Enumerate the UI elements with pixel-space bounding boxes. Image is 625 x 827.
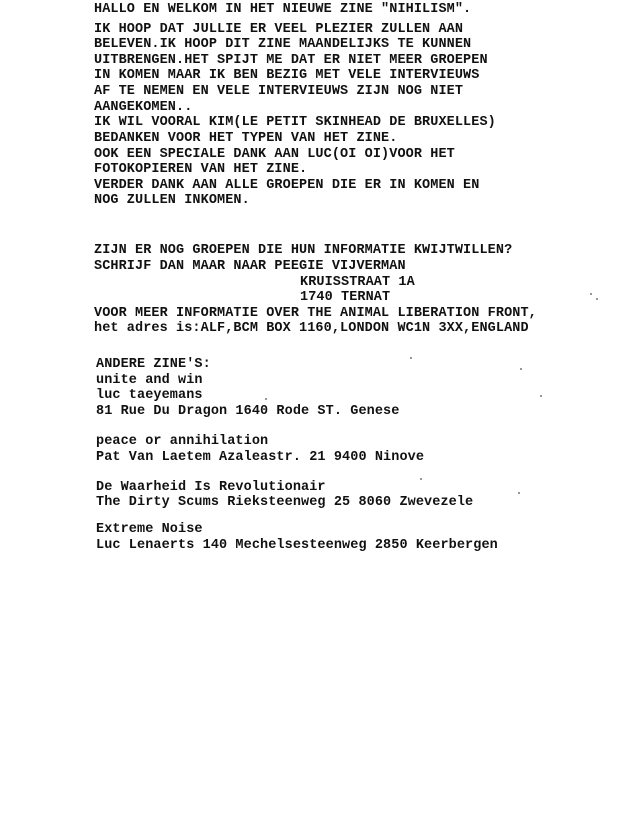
intro-line: NOG ZULLEN INKOMEN. (94, 193, 250, 208)
zine-contact: luc taeyemans (96, 388, 203, 403)
photocopy-speck (596, 298, 598, 300)
zine-address: Pat Van Laetem Azaleastr. 21 9400 Ninove (96, 450, 425, 465)
intro-line: BELEVEN.IK HOOP DIT ZINE MAANDELIJKS TE KUNNEN (94, 37, 472, 52)
photocopy-speck (520, 368, 522, 370)
photocopy-speck (420, 478, 422, 480)
contact-write-to: SCHRIJF DAN MAAR NAAR PEEGIE VIJVERMAN (94, 259, 406, 274)
intro-line: AANGEKOMEN.. (94, 100, 193, 115)
photocopy-speck (265, 398, 267, 400)
intro-line: IK HOOP DAT JULLIE ER VEEL PLEZIER ZULLEN AAN (94, 22, 464, 37)
zine-title: De Waarheid Is Revolutionair (96, 480, 326, 495)
contact-city: 1740 TERNAT (300, 290, 391, 305)
photocopy-speck (518, 492, 520, 494)
zine-title: unite and win (96, 373, 203, 388)
zines-heading: ANDERE ZINE'S: (96, 357, 211, 372)
photocopy-speck (590, 293, 592, 295)
alf-address-line: het adres is:ALF,BCM BOX 1160,LONDON WC1N 3XX,ENGLAND (94, 321, 529, 336)
intro-line: UITBRENGEN.HET SPIJT ME DAT ER NIET MEER GROEPEN (94, 53, 488, 68)
zine-address: The Dirty Scums Rieksteenweg 25 8060 Zwevezele (96, 495, 474, 510)
intro-line: HALLO EN WELKOM IN HET NIEUWE ZINE "NIHILISM". (94, 2, 472, 17)
contact-street: KRUISSTRAAT 1A (300, 275, 415, 290)
zine-title: peace or annihilation (96, 434, 269, 449)
intro-line: OOK EEN SPECIALE DANK AAN LUC(OI OI)VOOR HET (94, 147, 455, 162)
intro-line: BEDANKEN VOOR HET TYPEN VAN HET ZINE. (94, 131, 398, 146)
intro-line: AF TE NEMEN EN VELE INTERVIEUWS ZIJN NOG NIET (94, 84, 464, 99)
contact-question: ZIJN ER NOG GROEPEN DIE HUN INFORMATIE KWIJTWILLEN? (94, 243, 513, 258)
zine-title: Extreme Noise (96, 522, 203, 537)
intro-line: IN KOMEN MAAR IK BEN BEZIG MET VELE INTERVIEUWS (94, 68, 480, 83)
photocopy-speck (410, 357, 412, 359)
intro-line: FOTOKOPIEREN VAN HET ZINE. (94, 162, 308, 177)
photocopy-speck (540, 395, 542, 397)
intro-line: VERDER DANK AAN ALLE GROEPEN DIE ER IN KOMEN EN (94, 178, 480, 193)
intro-line: IK WIL VOORAL KIM(LE PETIT SKINHEAD DE BRUXELLES) (94, 115, 496, 130)
zine-address: Luc Lenaerts 140 Mechelsesteenweg 2850 Keerbergen (96, 538, 498, 553)
alf-info-line: VOOR MEER INFORMATIE OVER THE ANIMAL LIBERATION FRONT, (94, 306, 537, 321)
zine-address: 81 Rue Du Dragon 1640 Rode ST. Genese (96, 404, 400, 419)
